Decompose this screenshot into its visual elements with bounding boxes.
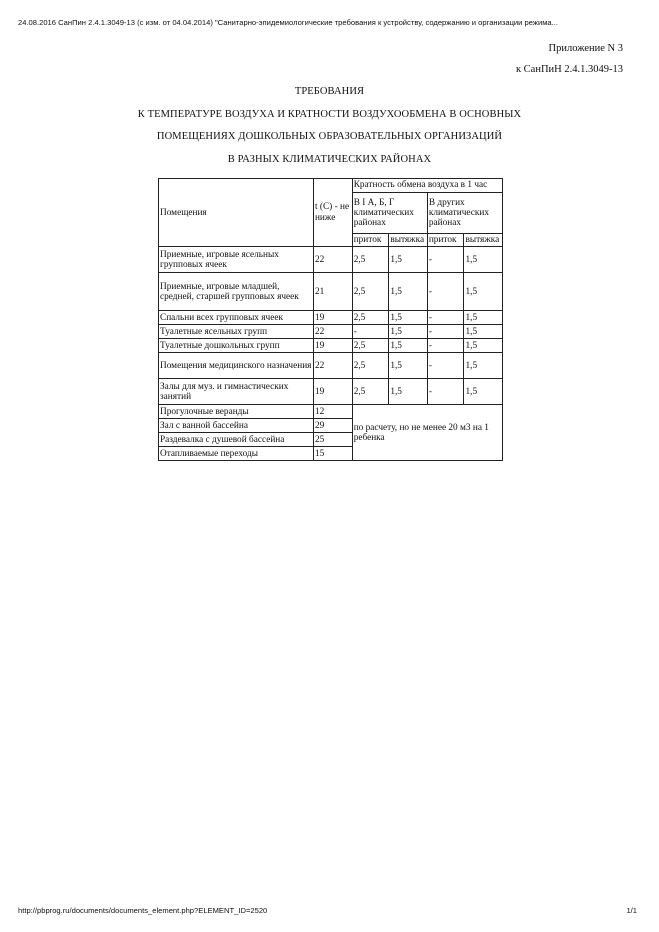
temperature-value: 19 xyxy=(313,379,352,405)
temperature-value: 19 xyxy=(313,339,352,353)
inflow-a-value: 2,5 xyxy=(352,379,389,405)
inflow-a-value: 2,5 xyxy=(352,353,389,379)
temperature-value: 15 xyxy=(313,447,352,461)
exhaust-b-value: 1,5 xyxy=(464,379,503,405)
exhaust-b-value: 1,5 xyxy=(464,325,503,339)
inflow-b-value: - xyxy=(427,311,464,325)
temperature-value: 22 xyxy=(313,325,352,339)
header-inflow-b: приток xyxy=(427,234,464,247)
table-header-row xyxy=(159,179,503,193)
room-name: Туалетные ясельных групп xyxy=(159,325,314,339)
inflow-a-value: - xyxy=(352,325,389,339)
exhaust-b-value: 1,5 xyxy=(464,311,503,325)
exhaust-b-value: 1,5 xyxy=(464,353,503,379)
room-name: Приемные, игровые ясельных групповых ячеек xyxy=(159,247,314,273)
table-row xyxy=(159,273,503,311)
exhaust-b-value: 1,5 xyxy=(464,339,503,353)
header-region-b: В других климатических районах xyxy=(427,193,502,234)
room-name: Помещения медицинского назначения xyxy=(159,353,314,379)
inflow-b-value: - xyxy=(427,273,464,311)
requirements-table xyxy=(158,178,503,461)
inflow-b-value: - xyxy=(427,247,464,273)
temperature-value: 29 xyxy=(313,419,352,433)
inflow-b-value: - xyxy=(427,379,464,405)
table-row xyxy=(159,405,503,419)
temperature-value: 22 xyxy=(313,353,352,379)
table-row xyxy=(159,379,503,405)
room-name: Приемные, игровые младшей, средней, старшей групповых ячеек xyxy=(159,273,314,311)
inflow-a-value: 2,5 xyxy=(352,311,389,325)
header-air-exchange: Кратность обмена воздуха в 1 час xyxy=(352,179,502,193)
inflow-b-value: - xyxy=(427,339,464,353)
table-row xyxy=(159,247,503,273)
document-subtitle-line-2: ПОМЕЩЕНИЯХ ДОШКОЛЬНЫХ ОБРАЗОВАТЕЛЬНЫХ ОРГАНИЗАЦИЙ xyxy=(156,131,503,142)
temperature-value: 25 xyxy=(313,433,352,447)
exhaust-b-value: 1,5 xyxy=(464,247,503,273)
inflow-a-value: 2,5 xyxy=(352,339,389,353)
room-name: Отапливаемые переходы xyxy=(159,447,314,461)
exhaust-a-value: 1,5 xyxy=(389,353,428,379)
footer-url: http://pbprog.ru/documents/documents_element.php?ELEMENT_ID=2520 xyxy=(18,906,268,915)
room-name: Залы для муз. и гимнастических занятий xyxy=(159,379,314,405)
header-exhaust-a: вытяжка xyxy=(389,234,428,247)
temperature-value: 22 xyxy=(313,247,352,273)
header-rooms: Помещения xyxy=(159,179,314,247)
inflow-a-value: 2,5 xyxy=(352,247,389,273)
table-row xyxy=(159,339,503,353)
exhaust-a-value: 1,5 xyxy=(389,273,428,311)
exhaust-a-value: 1,5 xyxy=(389,325,428,339)
exhaust-a-value: 1,5 xyxy=(389,311,428,325)
temperature-value: 19 xyxy=(313,311,352,325)
document-subtitle-line-1: К ТЕМПЕРАТУРЕ ВОЗДУХА И КРАТНОСТИ ВОЗДУХООБМЕНА В ОСНОВНЫХ xyxy=(137,109,522,120)
header-region-a: В I А, Б, Г климатических районах xyxy=(352,193,427,234)
exhaust-a-value: 1,5 xyxy=(389,339,428,353)
room-name: Туалетные дошкольных групп xyxy=(159,339,314,353)
document-subtitle-line-3: В РАЗНЫХ КЛИМАТИЧЕСКИХ РАЙОНАХ xyxy=(227,154,432,165)
exhaust-b-value: 1,5 xyxy=(464,273,503,311)
exhaust-a-value: 1,5 xyxy=(389,379,428,405)
header-exhaust-b: вытяжка xyxy=(464,234,503,247)
inflow-a-value: 2,5 xyxy=(352,273,389,311)
room-name: Спальни всех групповых ячеек xyxy=(159,311,314,325)
header-temperature: t (С) - не ниже xyxy=(313,179,352,247)
temperature-value: 21 xyxy=(313,273,352,311)
appendix-number: Приложение N 3 xyxy=(548,43,623,54)
air-exchange-note: по расчету, но не менее 20 м3 на 1 ребенка xyxy=(352,405,502,461)
table-row xyxy=(159,311,503,325)
footer-page-number: 1/1 xyxy=(626,906,637,915)
print-header: 24.08.2016 СанПин 2.4.1.3049-13 (с изм. от 04.04.2014) "Санитарно-эпидемиологические требования к устройству, содержанию и организации режима... xyxy=(18,18,558,27)
temperature-value: 12 xyxy=(313,405,352,419)
inflow-b-value: - xyxy=(427,325,464,339)
table-row xyxy=(159,353,503,379)
exhaust-a-value: 1,5 xyxy=(389,247,428,273)
room-name: Зал с ванной бассейна xyxy=(159,419,314,433)
inflow-b-value: - xyxy=(427,353,464,379)
table-row xyxy=(159,325,503,339)
header-inflow-a: приток xyxy=(352,234,389,247)
room-name: Прогулочные веранды xyxy=(159,405,314,419)
room-name: Раздевалка с душевой бассейна xyxy=(159,433,314,447)
appendix-reference: к СанПиН 2.4.1.3049-13 xyxy=(515,64,623,75)
document-title: ТРЕБОВАНИЯ xyxy=(294,86,365,97)
